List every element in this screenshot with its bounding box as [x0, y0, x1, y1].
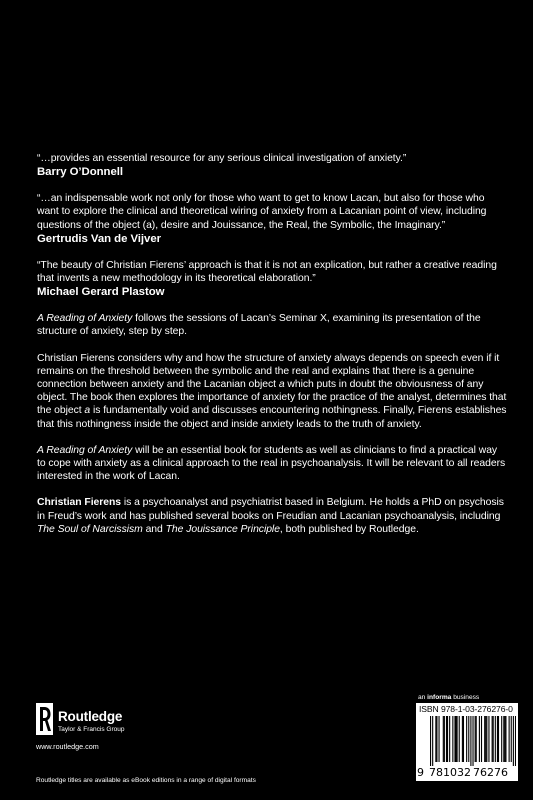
- barcode-bar: [466, 716, 467, 762]
- barcode-bar: [492, 716, 493, 762]
- barcode-bar: [472, 716, 473, 766]
- barcode-bar: [505, 716, 506, 762]
- description-paragraph-3: A Reading of Anxiety will be an essential book for students as well as clinicians to find a practical way to cope with anxiety as a clinical approach to the real in psychoanalysis. It will be relevant to all readers interested in the work of Lacan.: [37, 444, 506, 483]
- barcode-bar: [493, 716, 494, 762]
- barcode-bar: [444, 716, 445, 762]
- author-bio: Christian Fierens is a psychoanalyst and psychiatrist based in Belgium. He holds a PhD on psychosis in Freud’s work and has published several books on Freudian and Lacanian psychoanalysis, including The Soul of Narcissism and The Jouissance Principle, both published by Routledge.: [37, 497, 504, 535]
- review-quote-1: “…provides an essential resource for any serious clinical investigation of anxiety.”: [37, 153, 407, 164]
- barcode-bar: [484, 716, 485, 762]
- ebook-note: Routledge titles are available as eBook editions in a range of digital formats: [36, 777, 256, 784]
- barcode-bar: [454, 716, 455, 762]
- barcode-bar: [455, 716, 456, 762]
- review-quote-2: “…an indispensable work not only for those who want to get to know Lacan, but also for those who want to explore the clinical and theoretical wiring of anxiety from a Lacanian point of view, including questions of the object (a), desire and Jouissance, the Real, the Symbolic, the Imaginary.”: [37, 193, 487, 231]
- barcode-bar: [479, 716, 480, 762]
- barcode-bar: [498, 716, 499, 762]
- barcode-bar: [476, 716, 477, 762]
- barcode-bar: [446, 716, 447, 762]
- barcode-bar: [436, 716, 437, 762]
- barcode-bar: [475, 716, 476, 762]
- barcode-bar: [447, 716, 448, 762]
- publisher-url: www.routledge.com: [36, 742, 99, 751]
- barcode-bar: [481, 716, 482, 762]
- publisher-group: Taylor & Francis Group: [58, 726, 125, 733]
- barcode-bar: [438, 716, 439, 762]
- barcode-bar: [515, 716, 516, 766]
- barcode-bar: [459, 716, 460, 762]
- barcode-bar: [495, 716, 496, 762]
- review-author-3: Michael Gerard Plastow: [37, 286, 165, 299]
- barcode-bar: [501, 716, 502, 762]
- barcode-bar: [509, 716, 510, 762]
- review-author-2: Gertrudis Van de Vijver: [37, 232, 161, 245]
- description-paragraph-2: Christian Fierens considers why and how the structure of anxiety always depends on speech even if it remains on the threshold between the symbolic and the real and explains that there is a genuine connection between anxiety and the Lacanian object a which puts in doubt the obviousness of any object. The book then explores the importance of anxiety for the practice of the analyst, determines that the object a is fundamentally void and discusses encountering nothingness. Finally, Fierens establishes that this nothingness inside the object and inside anxiety leads to the truth of anxiety.: [37, 352, 507, 430]
- book-title-1: The Soul of Narcissism: [37, 523, 143, 535]
- barcode-bar: [513, 716, 514, 766]
- barcode-bar: [452, 716, 453, 762]
- barcode-bar: [462, 716, 463, 762]
- barcode-bar: [503, 716, 504, 762]
- barcode-bar: [504, 716, 505, 762]
- barcode-bar: [463, 716, 464, 762]
- barcode-bar: [457, 716, 458, 762]
- book-title: A Reading of Anxiety: [37, 444, 133, 456]
- review-quote-3: “The beauty of Christian Fierens’ approach is that it is not an explication, but rather a creative reading that invents a new methodology in its theoretical elaboration.”: [37, 259, 497, 285]
- informa-business-label: an informa business: [418, 694, 480, 701]
- barcode-bar: [468, 716, 469, 762]
- object-a: a: [278, 379, 285, 391]
- book-title-2: The Jouissance Principle: [165, 523, 280, 535]
- barcode-bar: [488, 716, 489, 762]
- barcode-digits: 9 781032 76276: [417, 766, 508, 779]
- publisher-name: Routledge: [58, 709, 123, 724]
- barcode-bar: [486, 716, 487, 762]
- book-title: A Reading of Anxiety: [37, 313, 133, 325]
- back-cover-text: [37, 152, 507, 549]
- routledge-logo-icon: [36, 703, 53, 735]
- barcode-bar: [435, 716, 436, 762]
- barcode-bar: [430, 716, 431, 766]
- barcode-bar: [443, 716, 444, 762]
- description-paragraph-1: A Reading of Anxiety follows the sessions of Lacan’s Seminar X, examining its presentation of the structure of anxiety, step by step.: [37, 313, 481, 338]
- barcode-bar: [485, 716, 486, 762]
- isbn-barcode: [416, 703, 518, 781]
- barcode-icon: [430, 716, 516, 766]
- barcode-bar: [432, 716, 433, 766]
- review-author-1: Barry O’Donnell: [37, 166, 123, 179]
- barcode-bar: [449, 716, 450, 762]
- object-a: a: [84, 405, 91, 417]
- barcode-bar: [497, 716, 498, 762]
- barcode-bar: [511, 716, 512, 762]
- author-name: Christian Fierens: [37, 497, 122, 509]
- isbn-label: ISBN 978-1-03-276276-0: [419, 704, 513, 714]
- barcode-bar: [470, 716, 471, 766]
